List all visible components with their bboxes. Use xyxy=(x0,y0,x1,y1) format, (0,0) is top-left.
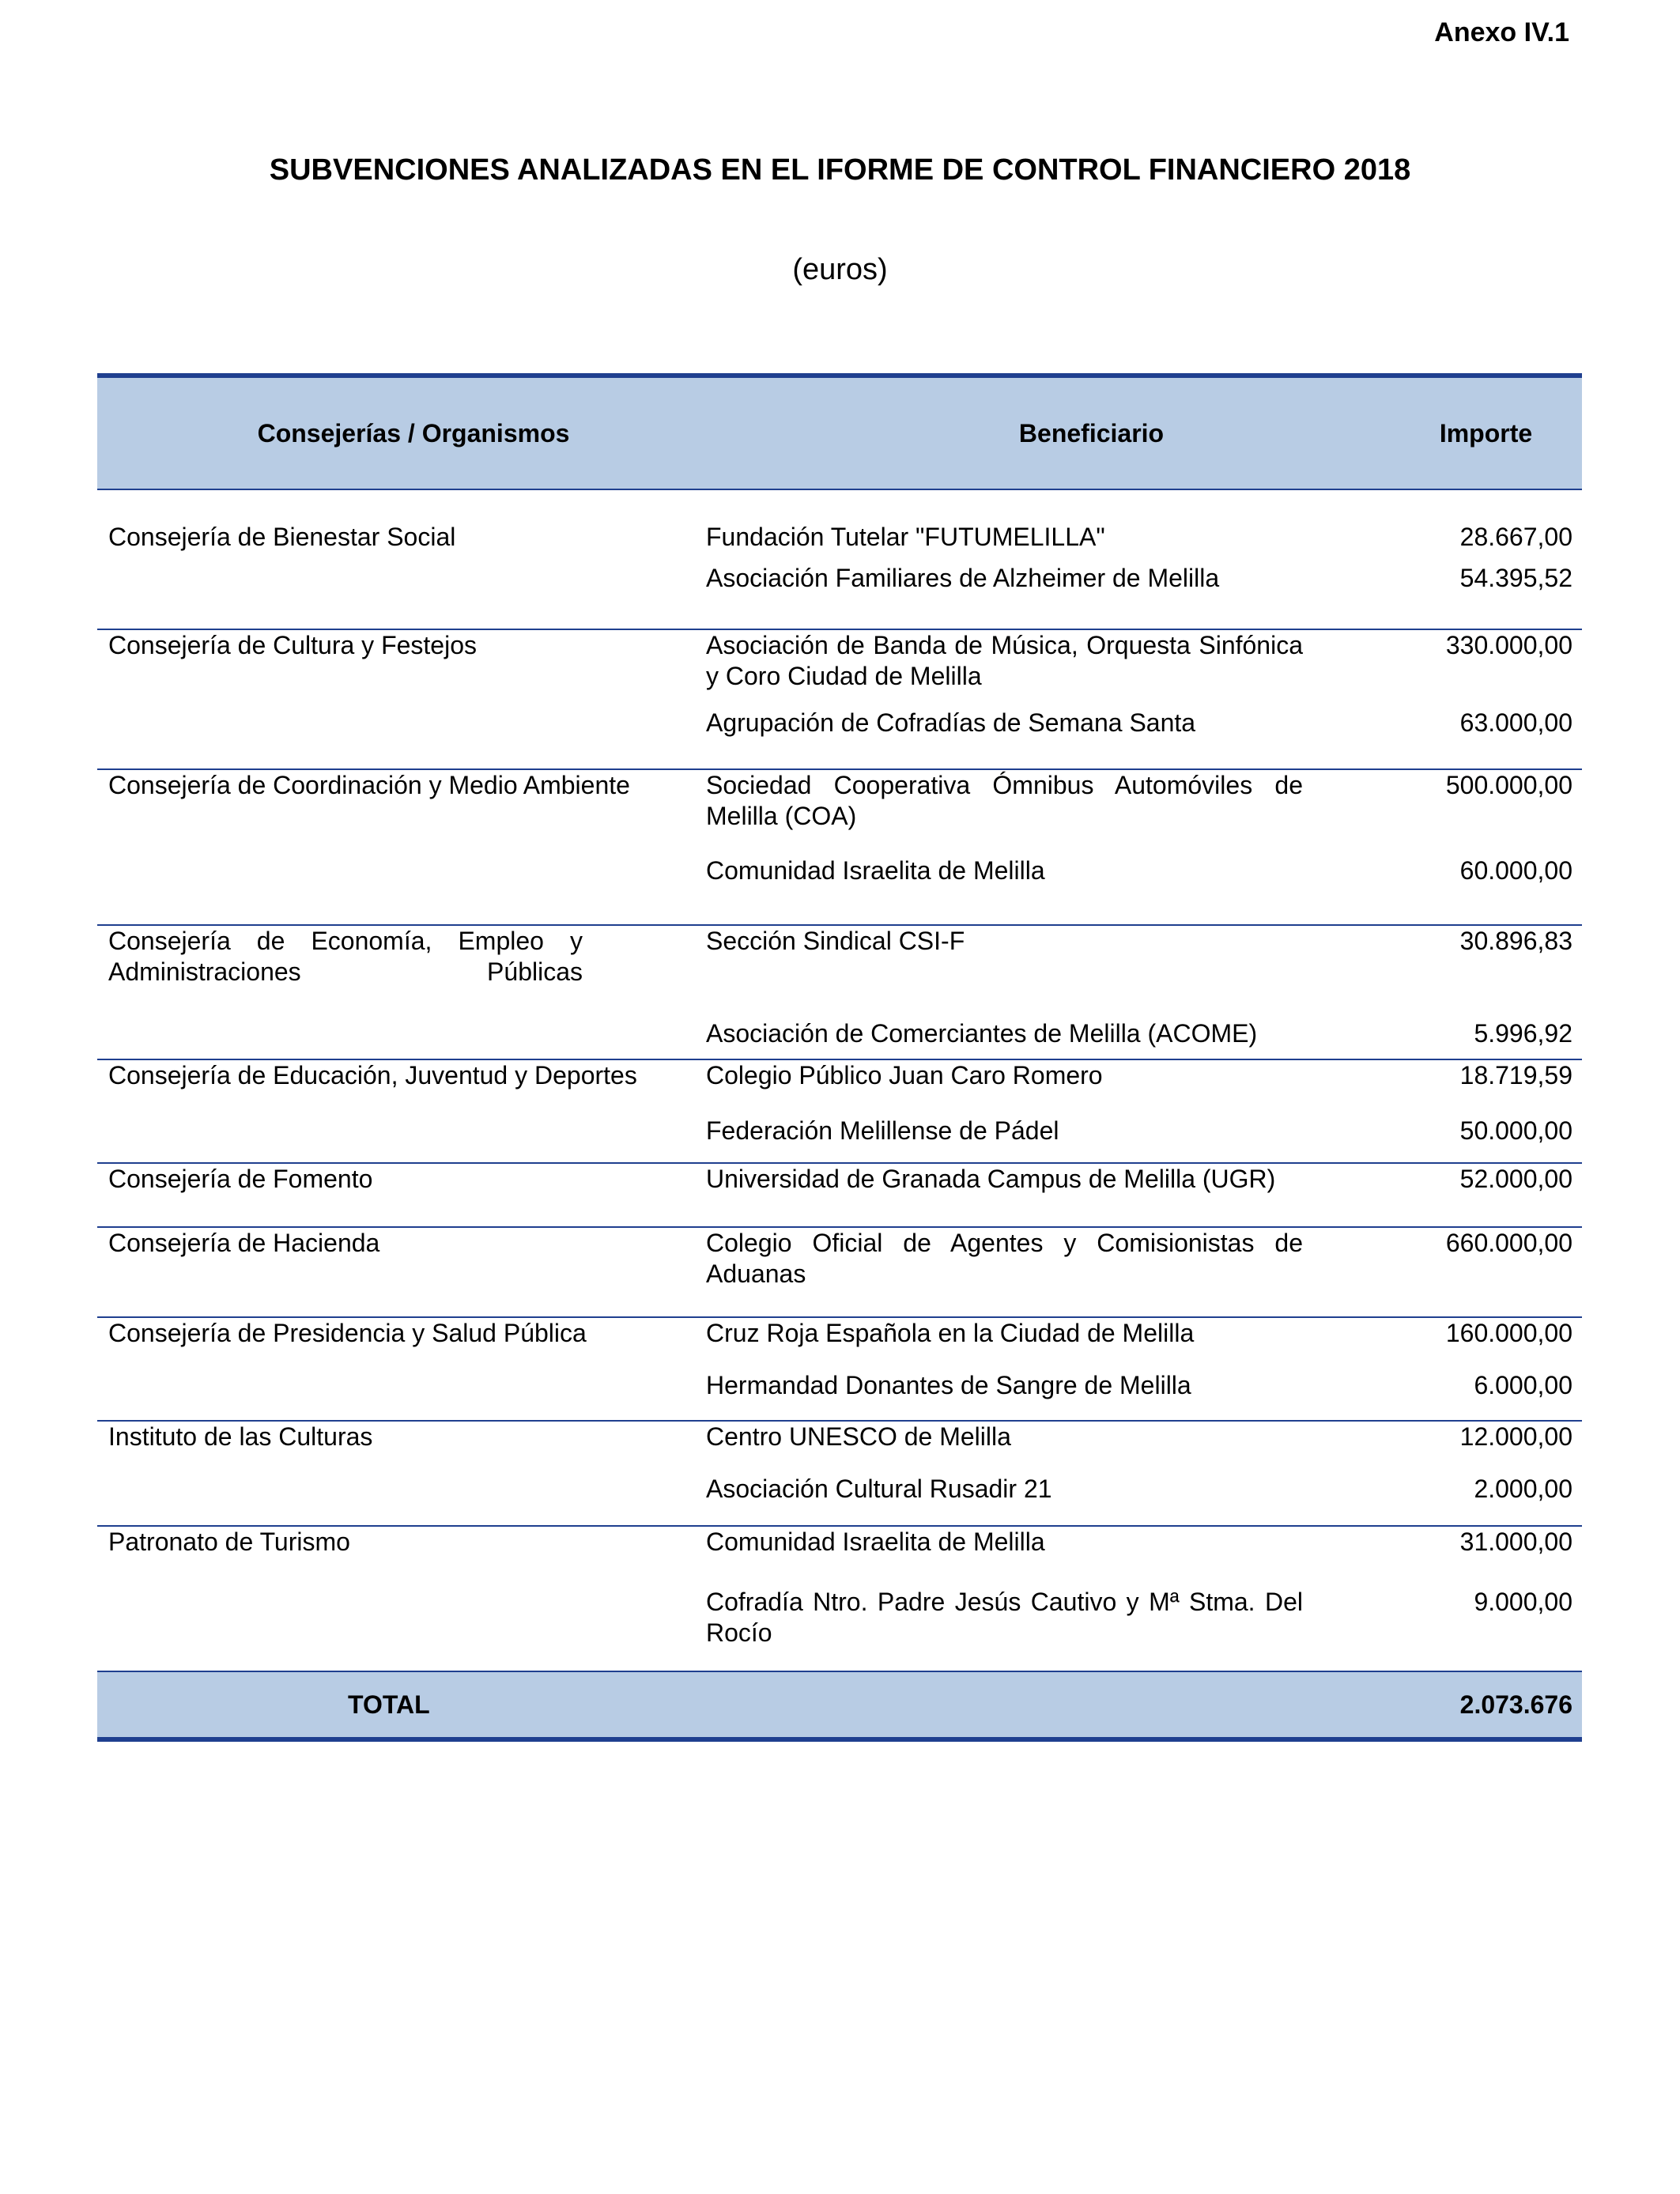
beneficiary-cell: Cofradía Ntro. Padre Jesús Cautivo y Mª Stma. Del Rocío xyxy=(706,1588,1303,1647)
beneficiary-cell: Colegio Oficial de Agentes y Comisionistas de Aduanas xyxy=(706,1229,1303,1288)
table-row xyxy=(706,855,1582,886)
group-org: Consejería de Cultura y Festejos xyxy=(108,631,477,659)
table-row xyxy=(706,1370,1582,1401)
group-org: Patronato de Turismo xyxy=(108,1527,350,1556)
table-row xyxy=(706,1318,1582,1370)
total-value: 2.073.676 xyxy=(1459,1690,1572,1719)
amount-cell: 12.000,00 xyxy=(1459,1422,1572,1451)
subsidies-table xyxy=(97,373,1582,1742)
amount-cell: 18.719,59 xyxy=(1459,1061,1572,1089)
table-group xyxy=(97,1060,1582,1164)
group-org: Instituto de las Culturas xyxy=(108,1422,373,1451)
document-title: SUBVENCIONES ANALIZADAS EN EL IFORME DE CONTROL FINANCIERO 2018 xyxy=(269,153,1411,187)
table-row xyxy=(706,1527,1582,1587)
table-row xyxy=(706,522,1582,563)
table-row xyxy=(706,926,1582,1018)
table-total-row xyxy=(97,1671,1582,1742)
group-org: Consejería de Fomento xyxy=(108,1165,373,1193)
table-row xyxy=(706,770,1582,855)
table-row xyxy=(706,1116,1582,1146)
amount-cell: 52.000,00 xyxy=(1459,1165,1572,1193)
group-org: Consejería de Coordinación y Medio Ambiente xyxy=(108,771,630,799)
table-row xyxy=(706,1228,1582,1290)
beneficiary-cell: Asociación de Banda de Música, Orquesta Sinfónica y Coro Ciudad de Melilla xyxy=(706,631,1303,690)
beneficiary-cell: Colegio Público Juan Caro Romero xyxy=(706,1061,1103,1089)
beneficiary-cell: Asociación de Comerciantes de Melilla (ACOME) xyxy=(706,1019,1258,1048)
table-row xyxy=(706,1422,1582,1474)
group-org: Consejería de Economía, Empleo y Administraciones Públicas xyxy=(108,927,583,986)
beneficiary-cell: Universidad de Granada Campus de Melilla (UGR) xyxy=(706,1165,1276,1193)
table-group xyxy=(97,1164,1582,1228)
amount-cell: 5.996,92 xyxy=(1474,1019,1572,1048)
beneficiary-cell: Centro UNESCO de Melilla xyxy=(706,1422,1011,1451)
amount-cell: 31.000,00 xyxy=(1459,1527,1572,1556)
amount-cell: 28.667,00 xyxy=(1459,523,1572,551)
group-org: Consejería de Hacienda xyxy=(108,1229,380,1257)
beneficiary-cell: Hermandad Donantes de Sangre de Melilla xyxy=(706,1371,1191,1399)
amount-cell: 660.000,00 xyxy=(1445,1229,1572,1257)
table-row xyxy=(706,1474,1582,1505)
beneficiary-cell: Comunidad Israelita de Melilla xyxy=(706,856,1045,885)
beneficiary-cell: Comunidad Israelita de Melilla xyxy=(706,1527,1045,1556)
amount-cell: 2.000,00 xyxy=(1474,1475,1572,1503)
header-amount: Importe xyxy=(1439,418,1533,447)
amount-cell: 500.000,00 xyxy=(1445,771,1572,799)
currency-subtitle: (euros) xyxy=(792,253,888,286)
table-group xyxy=(97,1422,1582,1527)
header-org: Consejerías / Organismos xyxy=(257,418,570,447)
amount-cell: 50.000,00 xyxy=(1459,1116,1572,1145)
amount-cell: 160.000,00 xyxy=(1445,1319,1572,1347)
group-org: Consejería de Presidencia y Salud Pública xyxy=(108,1319,587,1347)
table-group xyxy=(97,630,1582,770)
amount-cell: 60.000,00 xyxy=(1459,856,1572,885)
amount-cell: 9.000,00 xyxy=(1474,1588,1572,1616)
table-row xyxy=(706,1060,1582,1116)
beneficiary-cell: Sociedad Cooperativa Ómnibus Automóviles de Melilla (COA) xyxy=(706,771,1303,830)
table-group xyxy=(97,490,1582,630)
annex-label: Anexo IV.1 xyxy=(1434,17,1569,47)
amount-cell: 330.000,00 xyxy=(1445,631,1572,659)
header-beneficiary: Beneficiario xyxy=(1018,418,1165,447)
beneficiary-cell: Fundación Tutelar "FUTUMELILLA" xyxy=(706,523,1105,551)
table-group xyxy=(97,1228,1582,1318)
table-group xyxy=(97,1527,1582,1671)
beneficiary-cell: Asociación Familiares de Alzheimer de Melilla xyxy=(706,564,1220,592)
table-group xyxy=(97,770,1582,926)
amount-cell: 6.000,00 xyxy=(1474,1371,1572,1399)
beneficiary-cell: Sección Sindical CSI-F xyxy=(706,927,965,955)
table-group xyxy=(97,1318,1582,1422)
beneficiary-cell: Agrupación de Cofradías de Semana Santa xyxy=(706,708,1196,737)
group-org: Consejería de Bienestar Social xyxy=(108,523,456,551)
table-group xyxy=(97,926,1582,1060)
beneficiary-cell: Asociación Cultural Rusadir 21 xyxy=(706,1475,1052,1503)
group-org: Consejería de Educación, Juventud y Deportes xyxy=(108,1061,637,1089)
table-row xyxy=(706,563,1582,594)
table-row xyxy=(706,708,1582,738)
table-row xyxy=(706,1587,1582,1648)
table-row xyxy=(706,1018,1582,1049)
amount-cell: 54.395,52 xyxy=(1459,564,1572,592)
beneficiary-cell: Federación Melillense de Pádel xyxy=(706,1116,1059,1145)
amount-cell: 30.896,83 xyxy=(1459,927,1572,955)
amount-cell: 63.000,00 xyxy=(1459,708,1572,737)
table-row xyxy=(706,1164,1582,1195)
table-row xyxy=(706,630,1582,708)
total-label: TOTAL xyxy=(348,1690,430,1719)
table-header xyxy=(97,373,1582,490)
beneficiary-cell: Cruz Roja Española en la Ciudad de Melilla xyxy=(706,1319,1195,1347)
